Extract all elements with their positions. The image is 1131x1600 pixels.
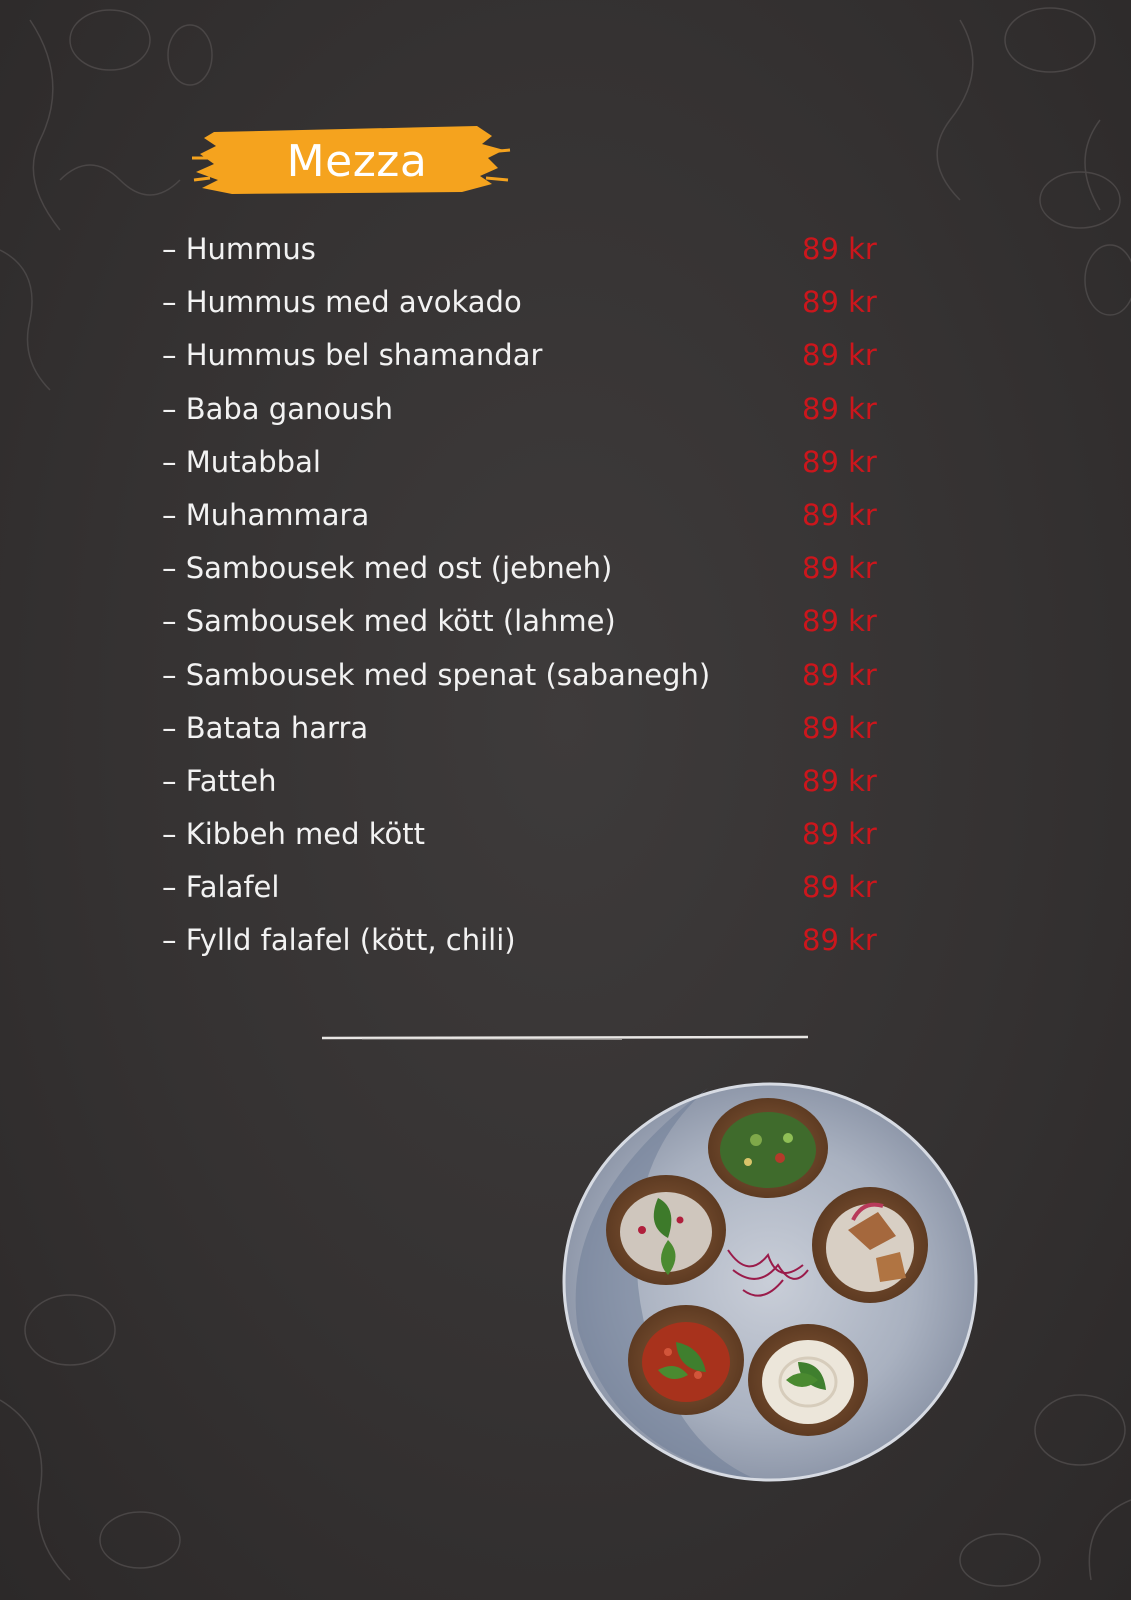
item-name: – Sambousek med kött (lahme) (162, 604, 616, 639)
menu-item (162, 705, 882, 758)
mezza-menu-list (162, 226, 882, 971)
menu-item (162, 758, 882, 811)
item-name: – Sambousek med ost (jebneh) (162, 551, 613, 586)
item-name: – Muhammara (162, 497, 370, 532)
menu-item (162, 332, 882, 385)
item-price: 89 kr (802, 444, 877, 479)
mezza-plate-photo (558, 1080, 988, 1500)
item-price: 89 kr (802, 657, 877, 692)
item-price: 89 kr (802, 551, 877, 586)
menu-item (162, 652, 882, 705)
item-name: – Fatteh (162, 763, 277, 798)
item-name: – Batata harra (162, 710, 369, 745)
section-divider (322, 1035, 808, 1041)
item-name: – Hummus bel shamandar (162, 338, 543, 373)
menu-item (162, 226, 882, 279)
menu-item (162, 864, 882, 917)
item-name: – Mutabbal (162, 444, 321, 479)
menu-item (162, 439, 882, 492)
menu-item (162, 917, 882, 970)
item-price: 89 kr (802, 497, 877, 532)
page-title: Mezza (286, 135, 428, 187)
item-name: – Kibbeh med kött (162, 817, 426, 852)
item-name: – Hummus (162, 232, 316, 266)
menu-item (162, 598, 882, 651)
menu-item (162, 279, 882, 332)
menu-item (162, 811, 882, 864)
item-price: 89 kr (802, 338, 877, 373)
item-name: – Sambousek med spenat (sabanegh) (162, 657, 711, 692)
item-price: 89 kr (802, 232, 877, 266)
item-price: 89 kr (802, 285, 877, 320)
item-price: 89 kr (802, 710, 877, 745)
item-name: – Fylld falafel (kött, chili) (162, 923, 516, 958)
item-price: 89 kr (802, 817, 877, 852)
item-price: 89 kr (802, 604, 877, 639)
item-price: 89 kr (802, 923, 877, 958)
section-title-badge (192, 118, 512, 204)
item-price: 89 kr (802, 870, 877, 905)
item-name: – Falafel (162, 870, 280, 905)
menu-item (162, 386, 882, 439)
menu-item (162, 545, 882, 598)
item-price: 89 kr (802, 763, 877, 798)
item-name: – Hummus med avokado (162, 285, 522, 320)
menu-item (162, 492, 882, 545)
item-price: 89 kr (802, 391, 877, 426)
item-name: – Baba ganoush (162, 391, 393, 426)
